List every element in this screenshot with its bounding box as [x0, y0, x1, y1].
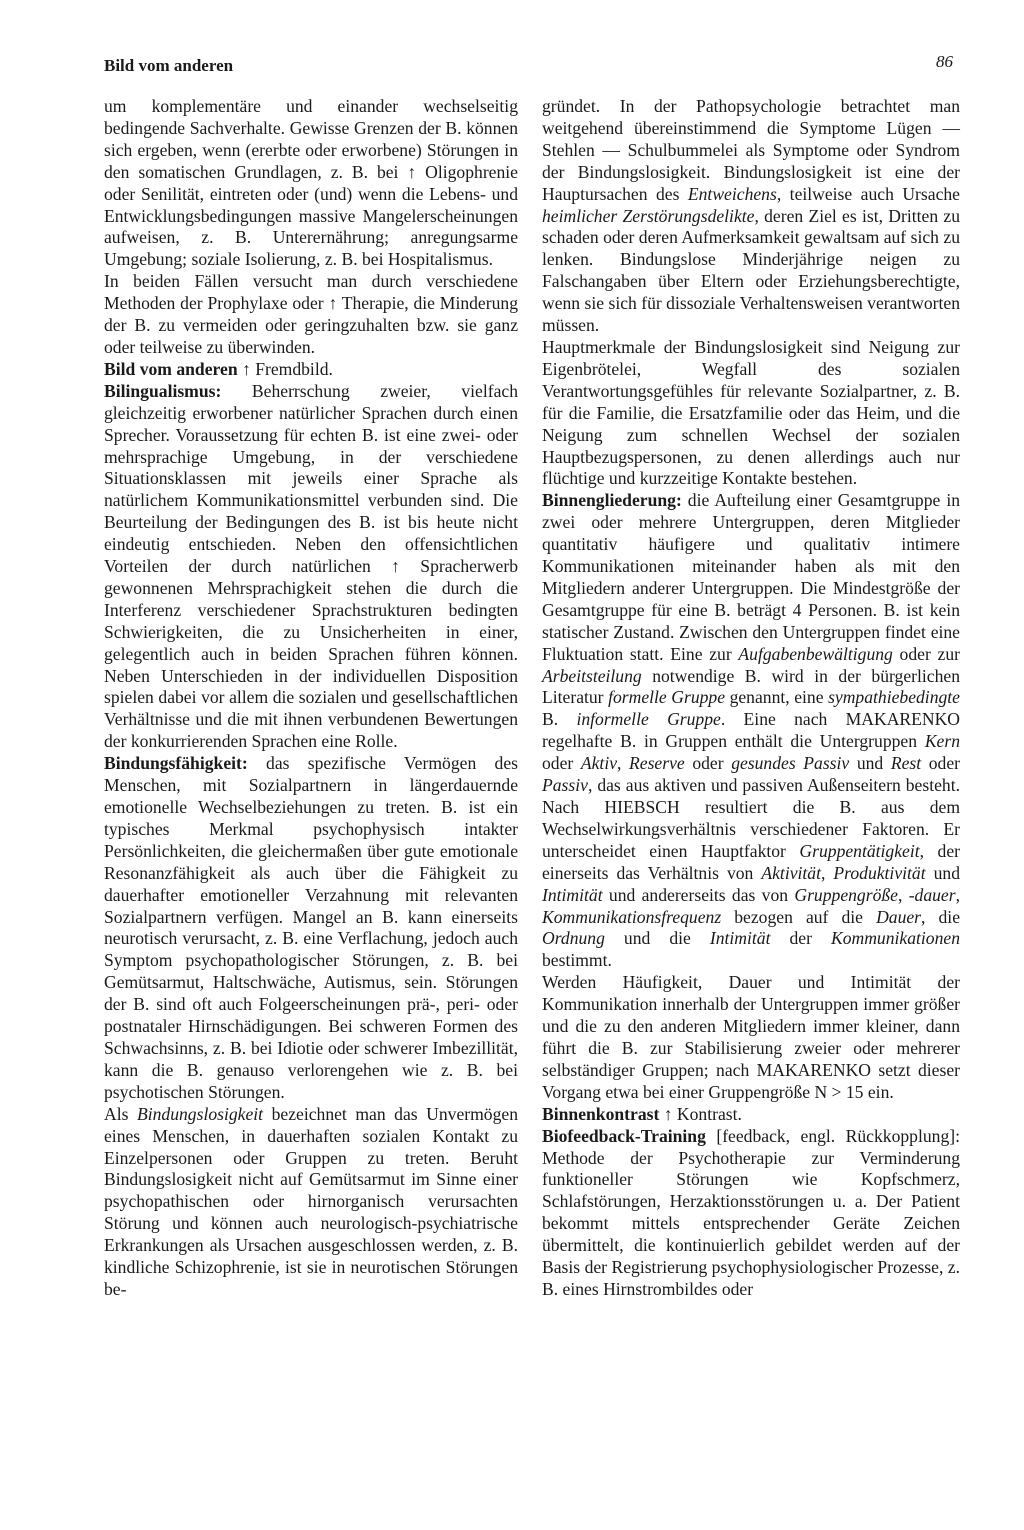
italic-term: -dauer — [908, 884, 956, 905]
italic-term: Reserve — [629, 753, 685, 774]
entry-text: oder — [684, 753, 732, 774]
entry-term: Bindungsfähigkeit: — [104, 753, 248, 774]
paragraph — [542, 96, 960, 337]
paragraph-text: bezeichnet man das Unvermögen eines Menschen, in dauerhaften sozialen Kontakt zu Einzelpersonen oder Gruppen zu treten. Beruht Bindungslosigkeit nicht auf Gemütsarmut im Sinne einer psychopathischen oder hirnorganisch verursachten Störung und können auch neurologisch-psychiatrische Erkrankungen als Ursachen ausgeschlossen werden, z. B. kindliche Schizophrenie, ist sie in neurotischen Störungen be- — [104, 1103, 519, 1299]
italic-term: Ordnung — [542, 928, 605, 949]
italic-term: Entweichens — [687, 183, 777, 204]
paragraph-text: Werden Häufigkeit, Dauer und Intimität der Kommunikation innerhalb der Untergruppen immer größer und die zu den anderen Mitgliedern immer kleiner, dann führt die B. zur Stabilisierung zweier oder mehrerer selbständiger Gruppen; nach MAKARENKO setzt dieser Vorgang etwa bei einer Gruppengröße N > 15 ein. — [542, 972, 960, 1102]
entry-text: oder zur — [892, 643, 960, 664]
entry-text: und andererseits das von — [602, 884, 795, 905]
italic-term: Arbeitsteilung — [542, 665, 642, 686]
paragraph-text: um komplementäre und einander wechselseitig bedingende Sachverhalte. Gewisse Grenzen der B. können sich ergeben, wenn (ererbte oder erworbene) Störungen in den somatischen Grundlagen, z. B. bei ↑ Oligophrenie oder Senilität, eintreten oder (und) wenn die Lebens- und Entwicklungsbedingungen massive Mangelerscheinungen aufweisen, z. B. Unterernährung; anregungsarme Umgebung; soziale Isolierung, z. B. bei Hospitalismus. — [104, 96, 518, 270]
entry-term: Biofeedback-Training — [542, 1125, 706, 1146]
page-number: 86 — [936, 52, 953, 71]
running-head: Bild vom anderen — [104, 56, 234, 75]
paragraph — [104, 271, 518, 359]
italic-term: sympathiebedingte — [828, 687, 960, 708]
entry-text: und — [925, 862, 960, 883]
entry-text: das spezifische Vermögen des Menschen, mit Sozialpartnern in längerdauernde emotionelle Wechselbeziehungen zu treten. B. ist ein typisches Merkmal psychophysisch intakter Persönlichkeiten, die gleichermaßen über gute emotionale Resonanzfähigkeit als auch über die Fähigkeit zu dauerhafter emotioneller Verzahnung mit relevanten Sozialpartnern verfügen. Mangel an B. kann einerseits neurotisch verursacht, z. B. eine Verflachung, jedoch auch Symptom psychopathologischer Störungen, z. B. bei Gemütsarmut, Haltschwäche, Autismus, sein. Störungen der B. sind oft auch Folgeerscheinungen prä-, peri- oder postnataler Hirnschädigungen. Bei schweren Formen des Schwachsinns, z. B. bei Idiotie oder schwerer Imbezillität, kann die B. genauso verlorengehen wie z. B. bei psychotischen Störungen. — [104, 753, 518, 1102]
paragraph-text: gründet. In der Pathopsychologie betrachtet man weitgehend übereinstimmend die Symptome Lügen — Stehlen — Schulbummelei als Symptome oder Syndrom der Bindungslosigkeit. Bindungslosigkeit ist eine der Hauptursachen des — [542, 96, 960, 204]
italic-term: Kommunikationen — [830, 928, 960, 949]
entry-binnenkontrast — [542, 1104, 960, 1126]
italic-term: Intimität — [542, 884, 603, 905]
entry-term: Bild vom anderen — [104, 358, 238, 379]
entry-binnengliederung — [542, 490, 960, 972]
italic-term: formelle Gruppe — [608, 687, 726, 708]
entry-term: Bilingualismus: — [104, 380, 222, 401]
italic-term: gesundes Passiv — [731, 753, 850, 774]
entry-term: Binnengliederung: — [542, 490, 682, 511]
italic-term: Bindungslosigkeit — [136, 1103, 264, 1124]
paragraph-text: Hauptmerkmale der Bindungslosigkeit sind Neigung zur Eigenbrötelei, Wegfall des sozialen Verantwortungsgefühles für relevante Sozialpartner, z. B. für die Familie, die Ersatzfamilie oder das Heim, und die Neigung zum schnellen Wechsel der sozialen Hauptbezugspersonen, zu denen allerdings auch nur flüchtige und kurzzeitige Kontakte bestehen. — [542, 336, 960, 489]
entry-text: der — [770, 928, 831, 949]
italic-term: Produktivität — [833, 862, 926, 883]
italic-term: Aktiv — [580, 753, 618, 774]
italic-term: Aktivität — [761, 862, 821, 883]
entry-text: ↑ Kontrast. — [659, 1103, 742, 1124]
italic-term: Passiv — [542, 775, 588, 796]
paragraph-text: , teilweise auch Ursache — [776, 183, 960, 204]
entry-text: bestimmt. — [542, 950, 612, 971]
entry-text: , die — [921, 906, 960, 927]
entry-text: und — [849, 753, 891, 774]
entry-text: , — [820, 862, 834, 883]
entry-text: , das aus aktiven und passiven Außenseitern besteht. Nach HIEBSCH resultiert die B. aus dem Wechselwirkungsverhältnis verschiedener Faktoren. Er unterscheidet einen Hauptfaktor — [542, 775, 960, 861]
entry-bilingualismus — [104, 381, 518, 753]
entry-text: . Eine nach MAKARENKO regelhafte B. in Gruppen enthält die Untergruppen — [542, 709, 960, 752]
paragraph-text: In beiden Fällen versucht man durch verschiedene Methoden der Prophylaxe oder ↑ Therapie, die Minderung der B. zu vermeiden oder geringzuhalten bzw. sie ganz oder teilweise zu überwinden. — [104, 271, 518, 357]
italic-term: Kern — [924, 731, 960, 752]
italic-term: heimlicher Zerstörungsdelikte — [542, 205, 755, 226]
entry-text: genannt, eine — [725, 687, 829, 708]
paragraph — [104, 96, 518, 271]
entry-text: Beherrschung zweier, vielfach gleichzeitig erworbener natürlicher Sprachen durch einen Sprecher. Voraussetzung für echten B. ist eine zwei- oder mehrsprachige Umgebung, in der verschiedene Situationsklassen mit jeweils einer Sprache als natürlichem Kommunikationsmittel verbunden sind. Die Beurteilung der Bedingungen des B. ist bis heute nicht eindeutig entschieden. Neben den offensichtlichen Vorteilen der durch natürlichen ↑ Spracherwerb gewonnenen Mehrsprachigkeit stehen die durch die Interferenz verschiedener Sprachstrukturen bedingten Schwierigkeiten, die zu Unsicherheiten in einer, gelegentlich auch in beiden Sprachen führen können. Neben Unterschieden in der individuellen Disposition spielen dabei vor allem die sozialen und gesellschaftlichen Verhältnisse und die mit ihnen verbundenen Bewertungen der konkurrierenden Sprachen eine Rolle. — [104, 380, 518, 752]
paragraph — [542, 337, 960, 490]
right-column — [542, 96, 960, 1301]
entry-text: und die — [604, 928, 710, 949]
italic-term: Gruppengröße — [794, 884, 898, 905]
italic-term: Rest — [890, 753, 922, 774]
paragraph-bindungslosigkeit — [104, 1104, 518, 1301]
italic-term: Intimität — [709, 928, 771, 949]
paragraph-text: , deren Ziel es ist, Dritten zu schaden oder deren Aufmerksamkeit gewaltsam auf sich zu lenken. Bindungslose Minderjährige neigen zu Falschangaben über Eltern oder Erziehungsberechtigte, wenn sie sich für dissoziale Verhaltensweisen verantworten müssen. — [542, 205, 960, 336]
entry-text: [feedback, engl. Rückkopplung]: Methode der Psychotherapie zur Verminderung funktioneller Störungen wie Kopfschmerz, Schlafstörungen, Herzaktionsstörungen u. a. Der Patient bekommt mittels entsprechender Geräte Zeichen übermittelt, die kontinuierlich gebildet werden auf der Basis der Registrierung psychophysiologischer Prozesse, z. B. eines Hirnstrombildes oder — [542, 1125, 960, 1299]
entry-term: Binnenkontrast — [542, 1103, 660, 1124]
italic-term: informelle Gruppe — [576, 709, 721, 730]
entry-text: die Aufteilung einer Gesamtgruppe in zwei oder mehrere Untergruppen, deren Mitglieder quantitativ häufigere und qualitativ intimere Kommunikationen miteinander haben als mit den Mitgliedern anderer Untergruppen. Die Mindestgröße der Gesamtgruppe für eine B. beträgt 4 Personen. B. ist kein statischer Zustand. Zwischen den Untergruppen findet eine Fluktuation statt. Eine zur — [542, 490, 960, 664]
paragraph-text: Als — [104, 1103, 137, 1124]
entry-text: oder — [921, 753, 960, 774]
italic-term: Kommunikationsfrequenz — [542, 906, 722, 927]
entry-text: , der einerseits das Verhältnis von — [542, 840, 960, 883]
entry-text: oder — [542, 753, 581, 774]
entry-biofeedback-training — [542, 1126, 960, 1301]
entry-bindungsfaehigkeit — [104, 753, 518, 1104]
italic-term: Dauer — [876, 906, 922, 927]
entry-bild-vom-anderen — [104, 359, 518, 381]
entry-text: B. — [542, 709, 577, 730]
entry-text: , — [617, 753, 630, 774]
entry-text: notwendige B. wird in der bürgerlichen Literatur — [542, 665, 960, 708]
left-column — [104, 96, 518, 1301]
italic-term: Aufgabenbewältigung — [738, 643, 893, 664]
italic-term: Gruppentätigkeit — [799, 840, 920, 861]
entry-text: ↑ Fremdbild. — [237, 358, 333, 379]
entry-text: , — [897, 884, 909, 905]
entry-text: , — [955, 884, 960, 905]
paragraph — [542, 972, 960, 1103]
entry-text: bezogen auf die — [721, 906, 877, 927]
